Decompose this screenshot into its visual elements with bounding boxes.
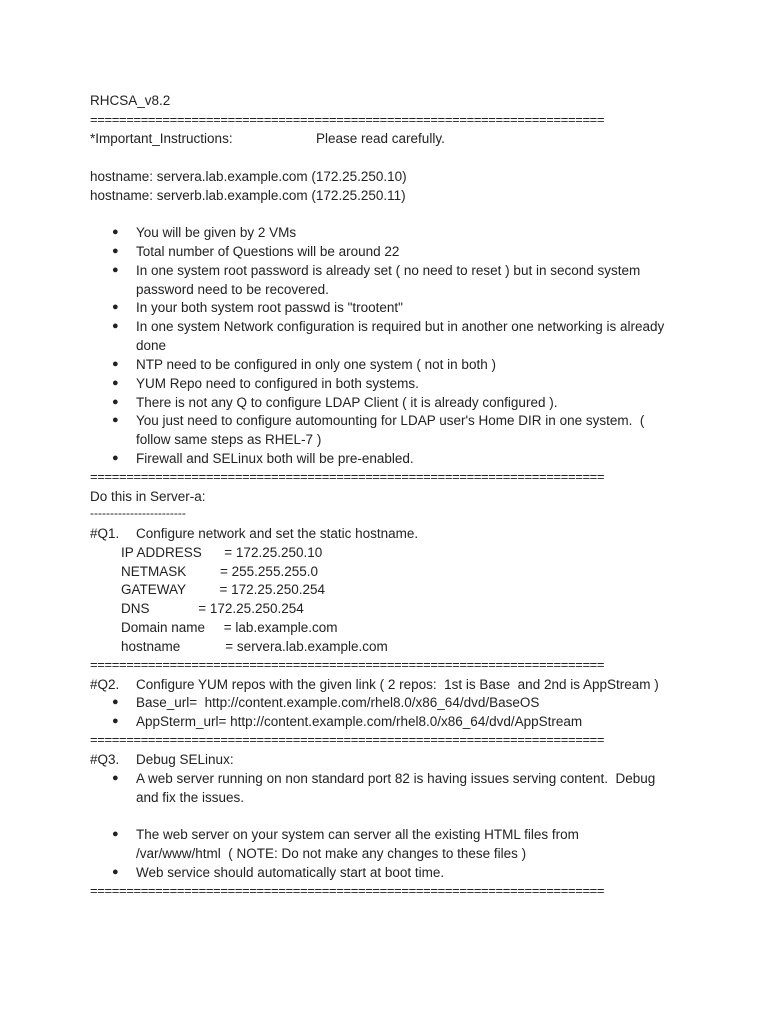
q1-param: IP ADDRESS = 172.25.250.10 <box>121 545 323 560</box>
q1-text: Configure network and set the static hostname. <box>136 526 419 541</box>
list-item-continued: password need to be recovered. <box>136 282 329 297</box>
list-item-continued: done <box>136 338 167 353</box>
list-item: YUM Repo need to configured in both systems. <box>136 376 419 391</box>
bullet-icon: ● <box>112 301 119 313</box>
instructions-note: Please read carefully. <box>316 131 445 146</box>
q1-param: NETMASK = 255.255.255.0 <box>121 564 318 579</box>
host-line-b: hostname: serverb.lab.example.com (172.25.250.11) <box>90 188 406 203</box>
list-item: In one system Network configuration is required but in another one networking is already <box>136 319 665 334</box>
document-title: RHCSA_v8.2 <box>90 93 171 108</box>
list-item-continued: /var/www/html ( NOTE: Do not make any changes to these files ) <box>136 846 527 861</box>
bullet-icon: ● <box>112 226 119 238</box>
bullet-icon: ● <box>112 452 119 464</box>
bullet-icon: ● <box>112 696 119 708</box>
bullet-icon: ● <box>112 772 119 784</box>
q3-number: #Q3. <box>90 752 120 767</box>
list-item: Total number of Questions will be around 22 <box>136 244 400 259</box>
q1-param: hostname = servera.lab.example.com <box>121 639 388 654</box>
q1-param: GATEWAY = 172.25.250.254 <box>121 582 325 597</box>
bullet-icon: ● <box>112 828 119 840</box>
bullet-icon: ● <box>112 396 119 408</box>
list-item: A web server running on non standard port 82 is having issues serving content. Debug <box>136 771 656 786</box>
list-item: In your both system root passwd is "trootent" <box>136 300 403 315</box>
section-heading: Do this in Server-a: <box>90 489 206 504</box>
bullet-icon: ● <box>112 414 119 426</box>
repo-url: AppSterm_url= http://content.example.com/rhel8.0/x86_64/dvd/AppStream <box>136 714 583 729</box>
bullet-icon: ● <box>112 264 119 276</box>
q1-number: #Q1. <box>90 526 120 541</box>
bullet-icon: ● <box>112 358 119 370</box>
list-item: You just need to configure automounting for LDAP user's Home DIR in one system. ( <box>136 413 645 428</box>
host-line-a: hostname: servera.lab.example.com (172.25.250.10) <box>90 169 407 184</box>
bullet-icon: ● <box>112 245 119 257</box>
list-item: There is not any Q to configure LDAP Client ( it is already configured ). <box>136 395 558 410</box>
separator-line: ======================================================================= <box>90 112 605 127</box>
bullet-icon: ● <box>112 715 119 727</box>
list-item-continued: follow same steps as RHEL-7 ) <box>136 432 322 447</box>
bullet-icon: ● <box>112 377 119 389</box>
q2-number: #Q2. <box>90 677 120 692</box>
instructions-label: *Important_Instructions: <box>90 131 233 146</box>
list-item: In one system root password is already set ( no need to reset ) but in second system <box>136 263 641 278</box>
bullet-icon: ● <box>112 866 119 878</box>
repo-url: Base_url= http://content.example.com/rhel8.0/x86_64/dvd/BaseOS <box>136 695 540 710</box>
q3-text: Debug SELinux: <box>136 752 234 767</box>
list-item: Firewall and SELinux both will be pre-enabled. <box>136 451 414 466</box>
separator-line: ======================================================================= <box>90 657 605 672</box>
separator-line: ======================================================================= <box>90 732 605 747</box>
separator-line: ======================================================================= <box>90 883 605 898</box>
section-underline: ------------------------ <box>90 506 186 520</box>
q1-param: DNS = 172.25.250.254 <box>121 601 304 616</box>
list-item: You will be given by 2 VMs <box>136 225 297 240</box>
q1-param: Domain name = lab.example.com <box>121 620 338 635</box>
q2-text: Configure YUM repos with the given link ( 2 repos: 1st is Base and 2nd is AppStream ) <box>136 677 659 692</box>
list-item-continued: and fix the issues. <box>136 790 245 805</box>
list-item: Web service should automatically start at boot time. <box>136 865 445 880</box>
list-item: NTP need to be configured in only one system ( not in both ) <box>136 357 496 372</box>
list-item: The web server on your system can server all the existing HTML files from <box>136 827 579 842</box>
separator-line: ======================================================================= <box>90 469 605 484</box>
bullet-icon: ● <box>112 320 119 332</box>
